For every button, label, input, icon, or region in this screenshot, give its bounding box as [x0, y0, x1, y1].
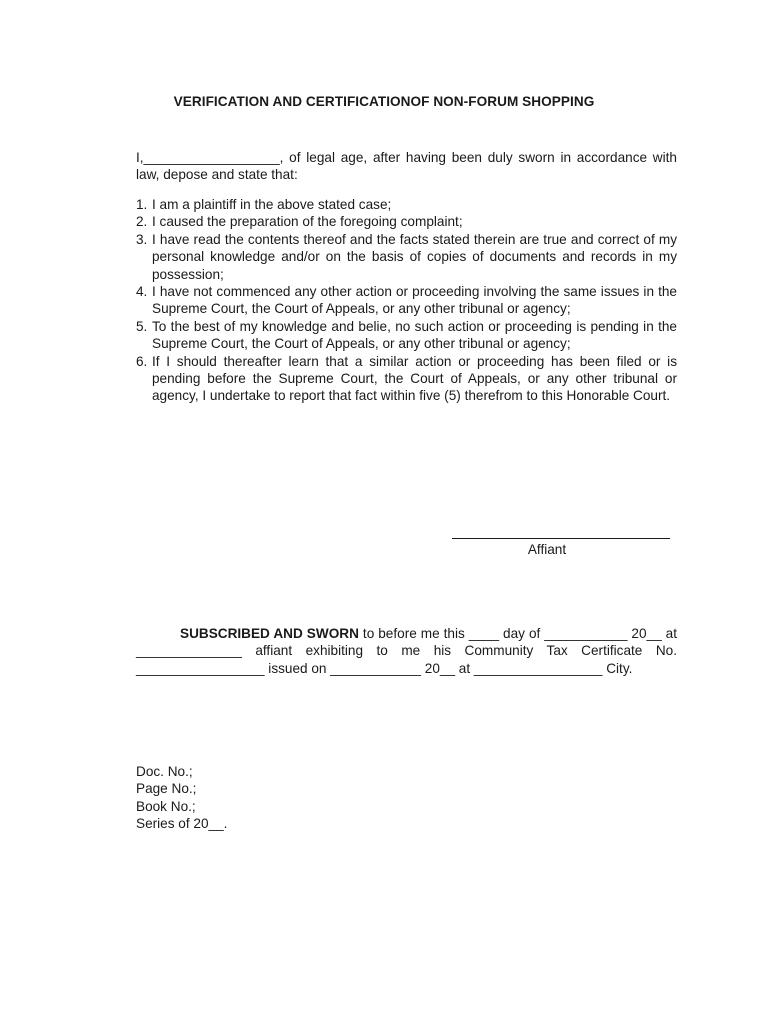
document-title: VERIFICATION AND CERTIFICATIONOF NON-FORUM SHOPPING: [173, 94, 595, 109]
series: Series of 20__.: [136, 816, 228, 832]
list-item: 2. I caused the preparation of the foregoing complaint;: [136, 214, 463, 230]
jurat-text: to before me this ____ day of ___________ 20__ at ______________ affiant exhibiting to me his Community Tax Certificate No. _________________ issued on ____________ 20__ at _________________ City.: [136, 626, 677, 676]
jurat-heading: SUBSCRIBED AND SWORN: [180, 626, 359, 641]
doc-no: Doc. No.;: [136, 764, 193, 779]
page-no: Page No.;: [136, 781, 197, 797]
book-no: Book No.;: [136, 798, 196, 814]
signature-line: [452, 538, 670, 539]
notarial-block: [136, 763, 436, 833]
list-item: 5. To the best of my knowledge and belie, no such action or proceeding is pending in the Supreme Court, the Court of Appeals, or any other tribunal or agency;: [136, 318, 677, 352]
list-item: 4. I have not commenced any other action or proceeding involving the same issues in the Supreme Court, the Court of Appeals, or any other tribunal or agency;: [136, 284, 677, 317]
statement-list: [136, 196, 677, 405]
affiant-label: Affiant: [527, 542, 567, 557]
list-item: 3. I have read the contents thereof and the facts stated therein are true and correct of my personal knowledge and/or on the basis of copies of documents and records in my possession;: [136, 231, 677, 282]
list-item: 1. I am a plaintiff in the above stated case;: [136, 197, 392, 212]
list-item: 6. If I should thereafter learn that a similar action or proceeding has been filed or is pending before the Supreme Court, the Court of Appeals, or any other tribunal or agency, I undertake to report that fact within five (5) therefrom to this Honorable Court.: [136, 353, 677, 404]
jurat-paragraph: [136, 625, 677, 677]
opening-paragraph: I,__________________, of legal age, after having been duly sworn in accordance with law, depose and state that:: [136, 150, 677, 183]
